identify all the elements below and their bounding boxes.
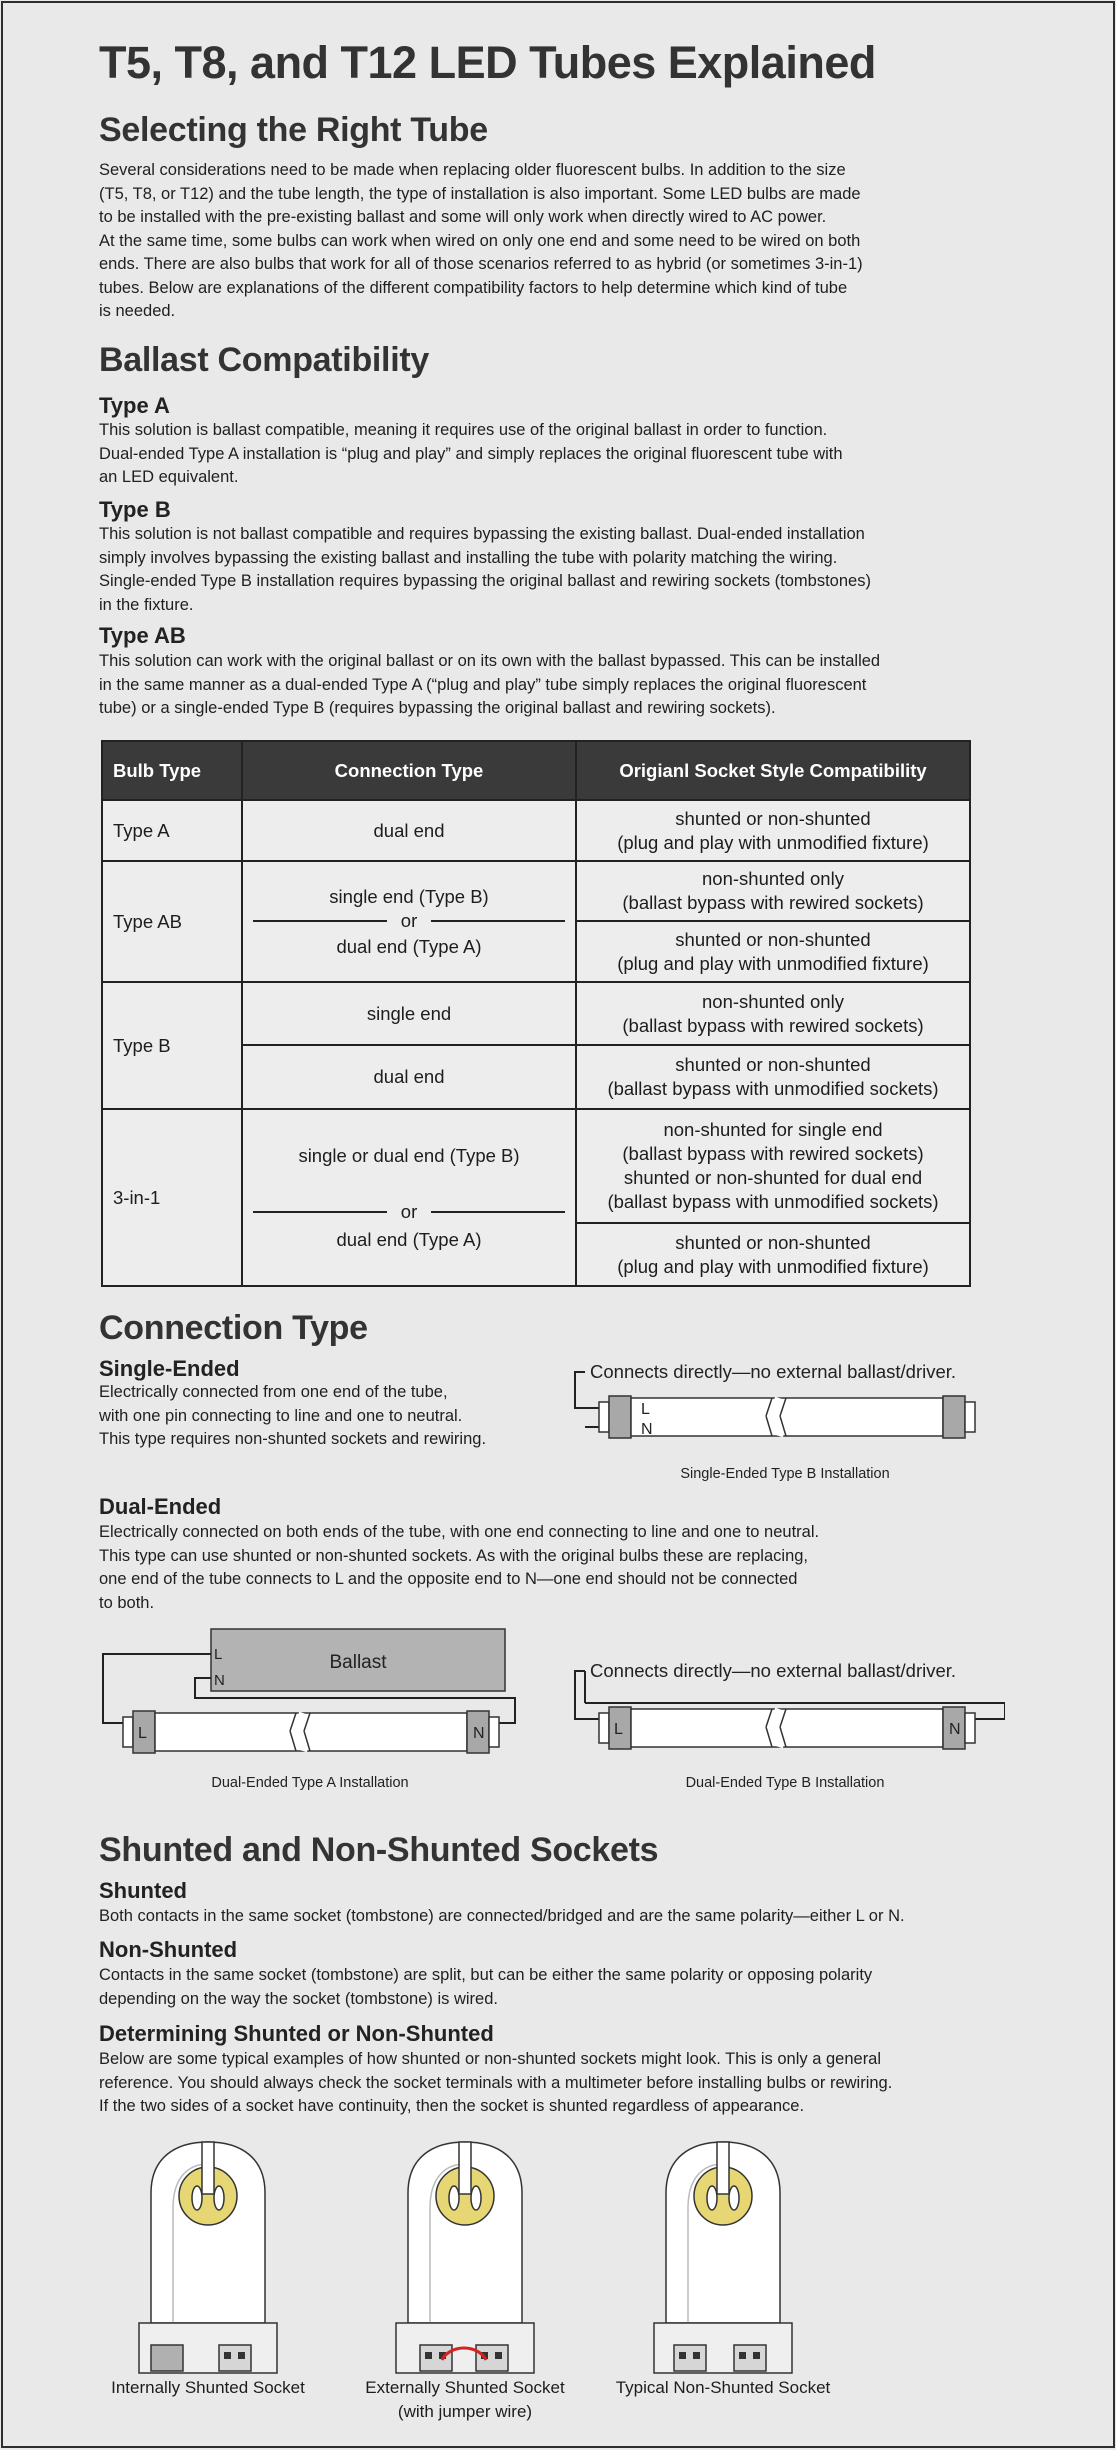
- type-ab-heading: Type AB: [99, 623, 186, 648]
- header-bulb-type: Bulb Type: [102, 741, 242, 800]
- shunted-subheading: Shunted: [99, 1878, 187, 1903]
- single-pin-n: N: [641, 1421, 653, 1438]
- non-shunted-subheading: Non-Shunted: [99, 1937, 238, 1962]
- table-row: [102, 861, 970, 921]
- type-a-heading: Type A: [99, 393, 170, 418]
- externally-shunted-socket-illustration: [390, 2138, 540, 2378]
- cell-compatibility: non-shunted only (ballast bypass with rewired sockets): [576, 861, 970, 921]
- non-shunted-socket-illustration: [648, 2138, 798, 2378]
- cell-bulb-type: Type A: [102, 800, 242, 861]
- page: [1, 1, 1115, 2448]
- cell-compatibility: shunted or non-shunted (plug and play with unmodified fixture): [576, 1223, 970, 1286]
- cell-compatibility: shunted or non-shunted (plug and play with unmodified fixture): [576, 800, 970, 861]
- cell-compatibility: shunted or non-shunted (ballast bypass with unmodified sockets): [576, 1045, 970, 1109]
- type-ab-paragraph: This solution can work with the original ballast or on its own with the ballast bypassed. This can be installed in the same manner as a dual-ended Type A (“plug and play” tube simply replaces the original fluorescent tube) or a single-ended Type B (requires bypassing the original ballast and rewiring sockets).: [99, 652, 881, 717]
- ballast-pin-n: N: [214, 1672, 225, 1689]
- selecting-heading: Selecting the Right Tube: [99, 111, 488, 149]
- non-shunted-paragraph: Contacts in the same socket (tombstone) are split, but can be either the same polarity or opposing polarity depending on the way the socket (tombstone) is wired.: [99, 1966, 873, 2008]
- dual-ended-type-b-diagram: [555, 1655, 1005, 1770]
- dual-ended-type-a-caption: Dual-Ended Type A Installation: [211, 1775, 409, 1791]
- socket-caption: Typical Non-Shunted Socket: [615, 2378, 831, 2397]
- tube-b-pin-l: L: [614, 1721, 623, 1738]
- ballast-label: Ballast: [329, 1652, 387, 1673]
- dual-ended-paragraph: Electrically connected on both ends of the tube, with one end connecting to line and one to neutral. This type can use shunted or non-shunted sockets. As with the original bulbs these are replacing, one end of the tube connects to L and the opposite end to N—one end should not be connected to both.: [99, 1523, 820, 1612]
- dual-ended-type-a-diagram: [95, 1623, 535, 1768]
- cell-compatibility: shunted or non-shunted (plug and play with unmodified fixture): [576, 921, 970, 982]
- table-row: [102, 982, 970, 1045]
- dual-ended-heading: Dual-Ended: [99, 1494, 222, 1519]
- single-ended-diagram: [555, 1358, 1005, 1458]
- dual-ended-type-b-caption: Dual-Ended Type B Installation: [685, 1775, 885, 1791]
- tube-b-pin-n: N: [949, 1721, 961, 1738]
- cell-compatibility: non-shunted only (ballast bypass with rewired sockets): [576, 982, 970, 1045]
- internally-shunted-socket-illustration: [133, 2138, 283, 2378]
- cell-bulb-type: Type B: [102, 982, 242, 1109]
- connection-heading: Connection Type: [99, 1309, 368, 1347]
- socket-caption: Internally Shunted Socket: [111, 2378, 305, 2397]
- type-b-paragraph: This solution is not ballast compatible and requires bypassing the existing ballast. Dual-ended installation simply involves bypassing the existing ballast and installing the tube with polarity matching the wiring. Single-ended Type B installation requires bypassing the original ballast and rewiring sockets (tombstones) in the fixture.: [99, 525, 871, 614]
- cell-connection: single or dual end (Type B) or dual end (Type A): [242, 1109, 576, 1286]
- dual-diagram-note: Connects directly—no external ballast/driver.: [590, 1660, 957, 1681]
- ballast-pin-l: L: [214, 1646, 223, 1663]
- determining-subheading: Determining Shunted or Non-Shunted: [99, 2021, 494, 2046]
- single-ended-paragraph: Electrically connected from one end of the tube, with one pin connecting to line and one to neutral. This type requires non-shunted sockets and rewiring.: [99, 1383, 487, 1448]
- ballast-heading: Ballast Compatibility: [99, 341, 429, 379]
- single-pin-l: L: [641, 1401, 650, 1418]
- cell-bulb-type: 3-in-1: [102, 1109, 242, 1286]
- tube-a-pin-l: L: [138, 1725, 147, 1742]
- type-a-paragraph: This solution is ballast compatible, meaning it requires use of the original ballast in order to function. Dual-ended Type A installation is “plug and play” and simply replaces the original fluorescent tube with an LED equivalent.: [99, 421, 843, 486]
- cell-connection: dual end: [242, 800, 576, 861]
- type-b-heading: Type B: [99, 497, 171, 522]
- table-header-row: [102, 741, 970, 800]
- socket-caption: Externally Shunted Socket (with jumper wire): [365, 2378, 565, 2421]
- shunted-heading: Shunted and Non-Shunted Sockets: [99, 1831, 659, 1869]
- header-socket-compatibility: Origianl Socket Style Compatibility: [576, 741, 970, 800]
- table-row: [102, 800, 970, 861]
- header-connection-type: Connection Type: [242, 741, 576, 800]
- single-diagram-note: Connects directly—no external ballast/driver.: [590, 1361, 957, 1382]
- page-title: T5, T8, and T12 LED Tubes Explained: [99, 37, 876, 88]
- table-row: [102, 1109, 970, 1223]
- cell-bulb-type: Type AB: [102, 861, 242, 982]
- selecting-paragraph: Several considerations need to be made when replacing older fluorescent bulbs. In addition to the size (T5, T8, or T12) and the tube length, the type of installation is also important. Some LED bulbs are made to be installed with the pre-existing ballast and some will only work when directly wired to AC power. At the same time, some bulbs can work when wired on only one end and some need to be wired on both ends. There are also bulbs that work for all of those scenarios referred to as hybrid (or sometimes 3-in-1) tubes. Below are explanations of the different compatibility factors to help determine which kind of tube is needed.: [99, 161, 863, 320]
- cell-connection: single end (Type B) or dual end (Type A): [242, 861, 576, 982]
- cell-compatibility: non-shunted for single end (ballast bypass with rewired sockets) shunted or non-shunted for dual end (ballast bypass with unmodified sockets): [576, 1109, 970, 1223]
- single-ended-caption: Single-Ended Type B Installation: [680, 1466, 890, 1482]
- tube-a-pin-n: N: [473, 1725, 485, 1742]
- shunted-paragraph: Both contacts in the same socket (tombstone) are connected/bridged and are the same polarity—either L or N.: [99, 1907, 905, 1925]
- single-ended-heading: Single-Ended: [99, 1356, 240, 1381]
- cell-connection: single end: [242, 982, 576, 1045]
- cell-connection: dual end: [242, 1045, 576, 1109]
- compatibility-table: [101, 740, 971, 1287]
- determining-paragraph: Below are some typical examples of how shunted or non-shunted sockets might look. This is only a general reference. You should always check the socket terminals with a multimeter before installing bulbs or rewiring. If the two sides of a socket have continuity, then the socket is shunted regardless of appearance.: [99, 2050, 893, 2115]
